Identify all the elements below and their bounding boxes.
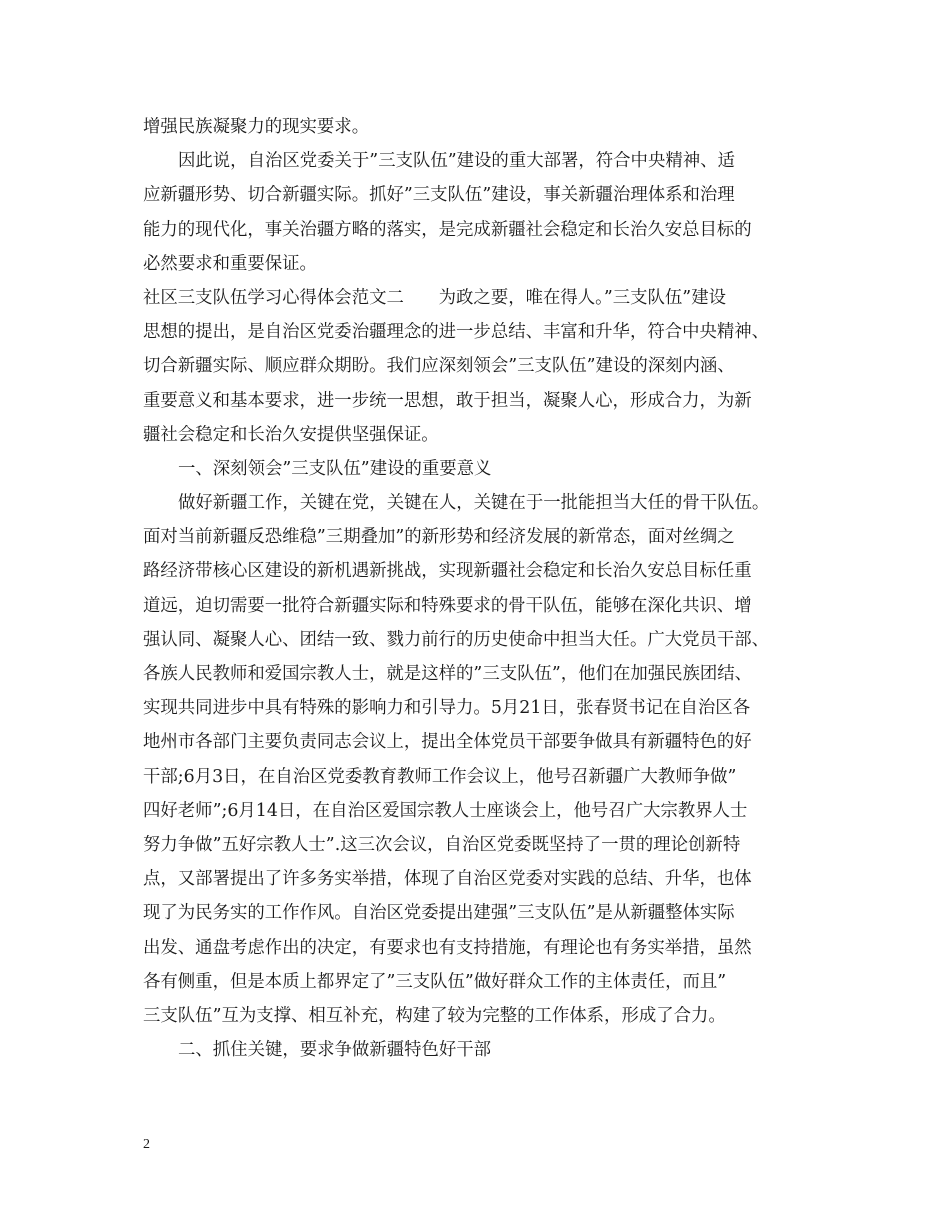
text-line: 道远，迫切需要一批符合新疆实际和特殊要求的骨干队伍，能够在深化共识、增 <box>143 595 752 616</box>
text-line: 各族人民教师和爱国宗教人士，就是这样的”三支队伍”，他们在加强民族团结、 <box>143 664 753 684</box>
text-line: 点，又部署提出了许多务实举措，体现了自治区党委对实践的总结、升华，也体 <box>143 869 752 890</box>
paragraph-start-line: 因此说，自治区党委关于”三支队伍”建设的重大部署，符合中央精神、适 <box>178 151 735 172</box>
text-line: 四好老师”;6月14日，在自治区爱国宗教人士座谈会上，他号召广大宗教界人士 <box>143 800 748 821</box>
text-line: 增强民族凝聚力的现实要求。 <box>143 117 370 137</box>
text-line: 重要意义和基本要求，进一步统一思想，敢于担当，凝聚人心，形成合力，为新 <box>143 390 752 411</box>
text-line: 面对当前新疆反恐维稳”三期叠加”的新形势和经济发展的新常态，面对丝绸之 <box>143 527 735 548</box>
text-line: 切合新疆实际、顺应群众期盼。我们应深刻领会”三支队伍”建设的深刻内涵、 <box>143 356 735 377</box>
paragraph-start-line: 做好新疆工作，关键在党，关键在人，关键在于一批能担当大任的骨干队伍。 <box>178 493 770 514</box>
text-line: 各有侧重，但是本质上都界定了”三支队伍”做好群众工作的主体责任，而且” <box>143 971 727 992</box>
text-line: 干部;6月3日，在自治区党委教育教师工作会议上，他号召新疆广大教师争做” <box>143 766 737 787</box>
document-body <box>143 110 810 1067</box>
text-line: 强认同、凝聚人心、团结一致、戮力前行的历史使命中担当大任。广大党员干部、 <box>143 629 770 650</box>
text-line: 实现共同进步中具有特殊的影响力和引导力。5月21日，张春贤书记在自治区各 <box>143 698 751 719</box>
text-line: 路经济带核心区建设的新机遇新挑战，实现新疆社会稳定和长治久安总目标任重 <box>143 561 752 582</box>
text-line: 努力争做”五好宗教人士”.这三次会议，自治区党委既坚持了一贯的理论创新特 <box>143 834 741 855</box>
text-line: 能力的现代化，事关治疆方略的落实，是完成新疆社会稳定和长治久安总目标的 <box>143 219 752 240</box>
text-line: 应新疆形势、切合新疆实际。抓好”三支队伍”建设，事关新疆治理体系和治理 <box>143 185 735 206</box>
text-line: 思想的提出，是自治区党委治疆理念的进一步总结、丰富和升华，符合中央精神、 <box>143 322 770 343</box>
text-line: 地州市各部门主要负责同志会议上，提出全体党员干部要争做具有新疆特色的好 <box>143 732 752 753</box>
text-line: 必然要求和重要保证。 <box>143 253 317 274</box>
heading-line: 二、抓住关键，要求争做新疆特色好干部 <box>178 1040 492 1061</box>
text-line: 三支队伍”互为支撑、相互补充，构建了较为完整的工作体系，形成了合力。 <box>143 1005 726 1026</box>
section-title-line: 社区三支队伍学习心得体会范文二 为政之要，唯在得人。”三支队伍”建设 <box>143 287 726 308</box>
heading-line: 一、深刻领会”三支队伍”建设的重要意义 <box>178 458 492 479</box>
text-line: 疆社会稳定和长治久安提供坚强保证。 <box>143 424 439 445</box>
text-line: 出发、通盘考虑作出的决定，有要求也有支持措施，有理论也有务实举措，虽然 <box>143 937 752 958</box>
page-number: 2 <box>143 1137 150 1152</box>
text-line: 现了为民务实的工作作风。自治区党委提出建强”三支队伍”是从新疆整体实际 <box>143 903 735 924</box>
